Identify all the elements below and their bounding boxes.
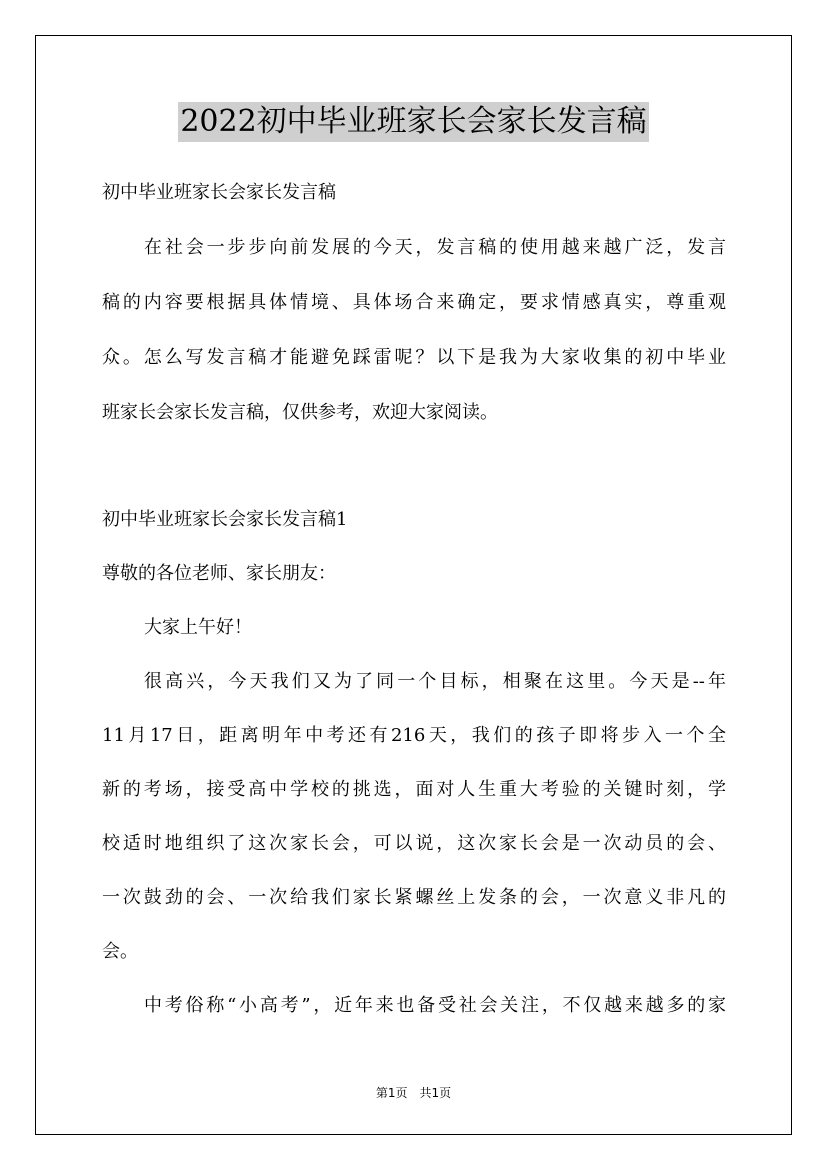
- paragraph-line: 新的考场，接受高中学校的挑选，面对人生重大考验的关键时刻，学: [102, 779, 726, 800]
- title-container: [0, 102, 827, 142]
- paragraph-line: 一次鼓劲的会、一次给我们家长紧螺丝上发条的会，一次意义非凡的: [102, 887, 726, 908]
- paragraph-line: 中考俗称“小高考”，近年来也备受社会关注，不仅越来越多的家: [144, 995, 726, 1016]
- salutation: 尊敬的各位老师、家长朋友：: [102, 563, 336, 584]
- subtitle-line: 初中毕业班家长会家长发言稿: [102, 182, 336, 203]
- paragraph-line: 稿的内容要根据具体情境、具体场合来确定，要求情感真实，尊重观: [102, 292, 726, 313]
- section-heading: 初中毕业班家长会家长发言稿1: [102, 509, 348, 530]
- paragraph-line: 众。怎么写发言稿才能避免踩雷呢？以下是我为大家收集的初中毕业: [102, 347, 726, 368]
- paragraph-line: 在社会一步步向前发展的今天，发言稿的使用越来越广泛，发言: [144, 237, 726, 258]
- paragraph-line: 11月17日，距离明年中考还有216天，我们的孩子即将步入一个全: [102, 725, 726, 746]
- paragraph-line: 很高兴，今天我们又为了同一个目标，相聚在这里。今天是--年: [144, 671, 726, 692]
- paragraph-line: 班家长会家长发言稿，仅供参考，欢迎大家阅读。: [102, 402, 498, 423]
- page-number: 第1页 共1页: [375, 1086, 452, 1100]
- document-title: 2022初中毕业班家长会家长发言稿: [178, 102, 648, 142]
- paragraph-line: 校适时地组织了这次家长会，可以说，这次家长会是一次动员的会、: [102, 833, 726, 854]
- greeting: 大家上午好！: [144, 617, 252, 638]
- paragraph-line: 会。: [102, 941, 138, 962]
